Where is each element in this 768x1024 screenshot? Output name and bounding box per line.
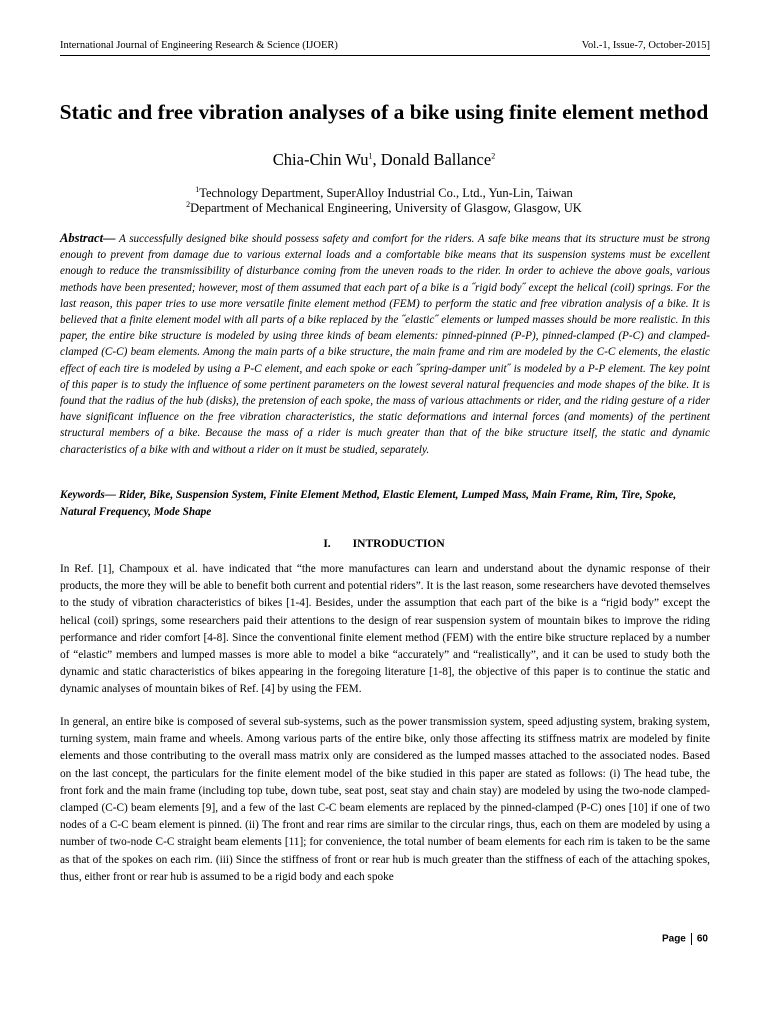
header-rule (60, 55, 710, 56)
author-2-affil-mark: 2 (491, 151, 496, 161)
author-1: Chia-Chin Wu (272, 150, 369, 169)
abstract-label: Abstract— (60, 231, 116, 245)
affiliation-1-text: Technology Department, SuperAlloy Industrial Co., Ltd., Yun-Lin, Taiwan (199, 186, 573, 200)
page-label: Page (661, 933, 686, 945)
section-number: I. (323, 538, 331, 550)
affiliation-2 (0, 201, 768, 216)
author-line (0, 150, 768, 170)
issue-info: Vol.-1, Issue-7, October-2015] (581, 40, 710, 51)
author-separator: , (372, 150, 381, 169)
paper-title: Static and free vibration analyses of a bike using finite element method (59, 100, 709, 124)
page-number: 60 (696, 933, 708, 945)
page-footer (662, 933, 708, 945)
body-paragraph-2: In general, an entire bike is composed of several sub-systems, such as the power transmission system, speed adjusting system, braking system, turning system, main frame and wheels. Among various parts of the entire bike, only those affecting its stiffness matrix are modeled by finite elements and those contributing to the overall mass matrix only are considered as the lumped masses attached to the associated nodes. Based on the last concept, the particulars for the finite element model of the bike studied in this paper are stated as follows: (i) The head tube, the front fork and the main frame (including top tube, down tube, seat post, seat stay and chain stay) are modeled by using the two-node clamped-clamped (C-C) beam elements [9], and a few of the last C-C beam elements are replaced by the pinned-clamped (P-C) ones [10] if one of two nodes of a C-C beam element is pinned. (ii) The front and rear rims are similar to the circular rings, thus, each on them are modeled by using a number of two-node C-C straight beam elements [11]; for convenience, the total number of beam elements for each rim is taken to be the same as that of the spokes on each rim. (iii) Since the stiffness of front or rear hub is much greater than the stiffness of each of the attaching spokes, thus, either front or rear hub is assumed to be a rigid body and each spoke (60, 716, 710, 883)
affiliation-2-mark: 2 (186, 199, 191, 209)
journal-name: International Journal of Engineering Research & Science (IJOER) (60, 40, 338, 51)
affiliation-1 (0, 186, 768, 201)
affiliation-2-text: Department of Mechanical Engineering, University of Glasgow, Glasgow, UK (190, 201, 582, 215)
author-2: Donald Ballance (380, 150, 492, 169)
section-heading-introduction (0, 538, 768, 550)
abstract-text: A successfully designed bike should possess safety and comfort for the riders. A safe bike means that its structure must be strong enough to prevent from damage due to various external loads and a comfortable bike means that its suspension systems must be excellent enough to reduce the transmissibility of disturbance coming from the uneven roads to the rider. In order to achieve the above goals, various methods have been presented; however, most of them assumed that each part of a bike is a ˝rigid body˝ except the helical (coil) springs. For the last reason, this paper tries to use more versatile finite element method (FEM) to perform the static and free vibration analysis of a bike. It is believed that a finite element model with all parts of a bike replaced by the ˝elastic˝ elements or lumped masses should be more realistic. In this paper, the entire bike structure is modeled by using three kinds of beam elements: pinned-pinned (P-P), pinned-clamped (P-C) and clamped-clamped (C-C) beam elements. Among the main parts of a bike structure, the main frame and rim are modeled by the C-C elements, the elastic effect of each tire is modeled by using a P-C element, and each spoke or each ˝spring-damper unit˝ is modeled by a P-P element. The key point of this paper is to study the influence of some pertinent parameters on the lowest several natural frequencies and mode shapes of the bike. It is found that the radius of the hub (disks), the pretension of each spoke, the mass of various attachments or rider, and the riding gesture of a rider have significant influence on the free vibration characteristics, the static deformations and internal forces (and moments) of the pertinent structural members of a bike. Because the mass of a rider is much greater than that of the bike structure itself, the static and dynamic characteristics of a bike with and without a rider on it must be studied, separately. (60, 233, 710, 456)
affiliation-1-mark: 1 (195, 184, 200, 194)
body-paragraph-1: In Ref. [1], Champoux et al. have indicated that “the more manufactures can learn and understand about the dynamic response of their products, the more they will be able to benefit both current and potential riders”. It is the last reason, some researchers have devoted themselves to the study of vibration characteristics of bikes [1-4]. Besides, under the assumption that each part of the bike is a “rigid body” except the helical (coil) springs, some researchers paid their attentions to the design of rear suspension system of mountain bikes to improve the riding performance and rider comfort [4-8]. Since the conventional finite element method (FEM) with the entire bike structure replaced by a number of “elastic” members and lumped masses is more able to model a bike “accurately” and “realistically”, and it can be used to study both the dynamic and static characteristics of bikes appearing in the foregoing literature [1-8], the objective of this paper is to continue the static and dynamic analyses of mountain bikes of Ref. [4] by using the FEM. (60, 563, 710, 696)
page-separator (691, 933, 692, 945)
running-header (60, 36, 710, 56)
author-1-affil-mark: 1 (368, 151, 373, 161)
section-title: INTRODUCTION (352, 538, 445, 550)
keywords: Keywords— Rider, Bike, Suspension System, Finite Element Method, Elastic Element, Lumped Mass, Main Frame, Rim, Tire, Spoke, Natural Frequency, Mode Shape (60, 489, 677, 518)
abstract (60, 230, 710, 458)
